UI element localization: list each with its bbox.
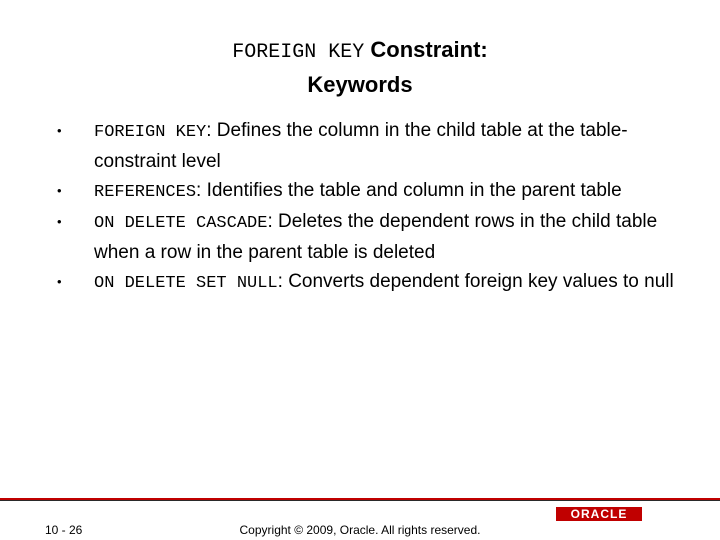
bullet-text: : Converts dependent foreign key values to null: [277, 271, 674, 292]
bullet-text: : Defines the column in the child table at the table-constraint level: [94, 120, 628, 172]
bullet-dot: •: [57, 214, 62, 229]
bullet-term: REFERENCES: [94, 183, 197, 202]
page-number: 10 - 26: [45, 523, 83, 537]
bullet-text: : Deletes the dependent rows in the child table when a row in the parent table is deleted: [94, 211, 658, 263]
copyright-text: Copyright © 2009, Oracle. All rights reserved.: [239, 523, 481, 537]
title-code: FOREIGN KEY: [232, 41, 365, 64]
bullet-item: [57, 176, 677, 207]
bullet-item: [57, 267, 677, 298]
bullet-term: ON DELETE SET NULL: [94, 274, 278, 293]
title-text: Constraint:: [364, 37, 488, 62]
bullet-dot: •: [57, 123, 62, 138]
oracle-logo: [556, 507, 642, 521]
bullet-item: [57, 207, 677, 267]
bullet-term: ON DELETE CASCADE: [94, 214, 268, 233]
slide-title: [0, 34, 720, 101]
bullet-dot: •: [57, 274, 62, 289]
bullet-list: [57, 116, 677, 298]
bullet-item: [57, 116, 677, 176]
bullet-term: FOREIGN KEY: [94, 123, 207, 142]
bullet-dot: •: [57, 183, 62, 198]
bullet-text: : Identifies the table and column in the parent table: [196, 180, 622, 201]
oracle-logo-text: ORACLE: [570, 507, 628, 521]
title-line2: Keywords: [307, 72, 413, 97]
footer-divider: [0, 500, 720, 501]
